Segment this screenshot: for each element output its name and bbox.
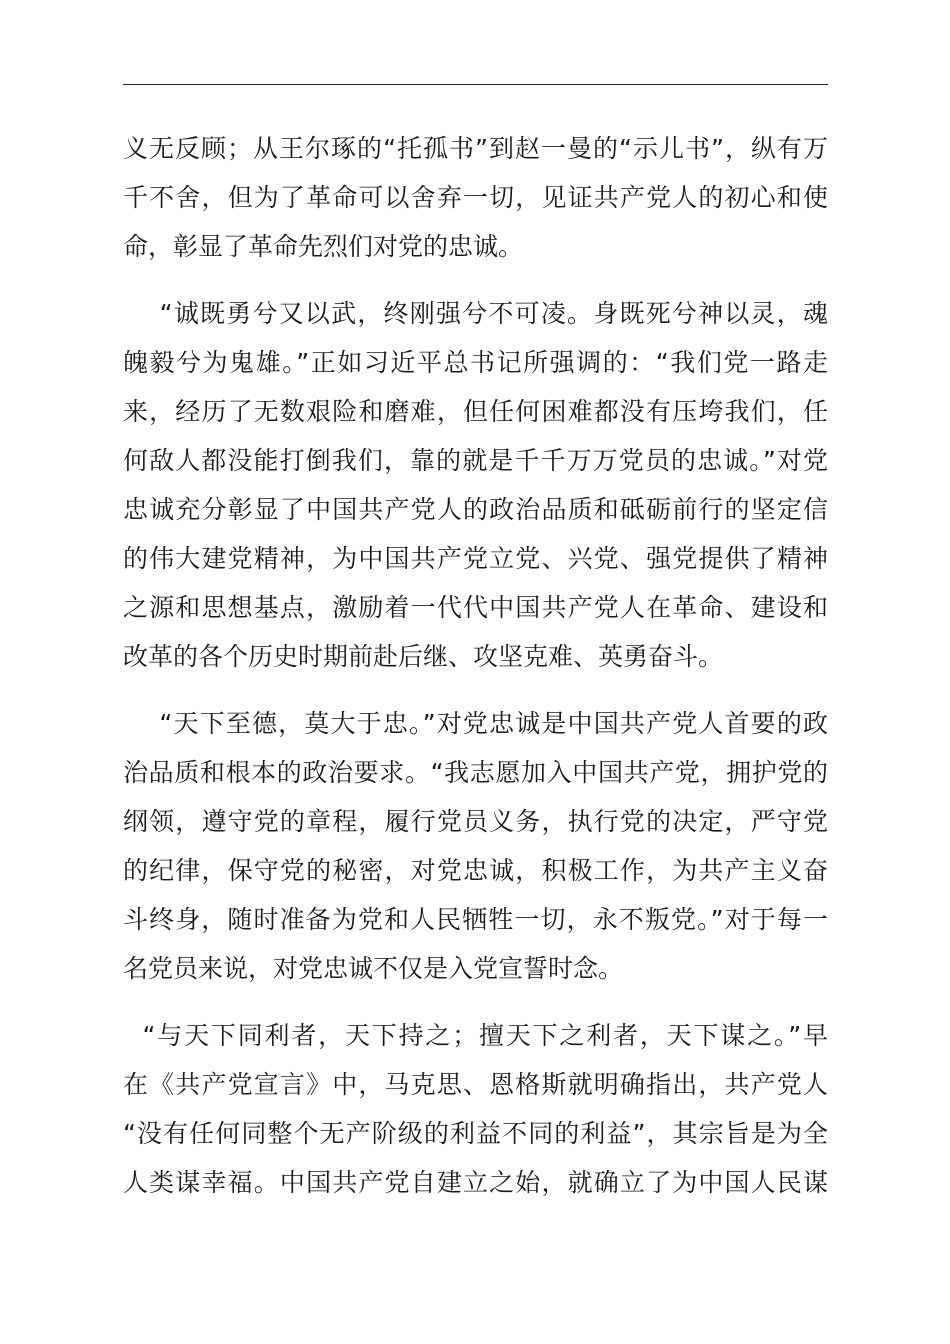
text-line: 来，经历了无数艰险和磨难，但任何困难都没有压垮我们，任 <box>123 397 828 426</box>
text-line: “与天下同利者，天下持之；擅天下之利者，天下谋之。”早 <box>123 1021 828 1050</box>
text-line: 千不舍，但为了革命可以舍弃一切，见证共产党人的初心和使 <box>123 183 828 212</box>
text-line: 的伟大建党精神，为中国共产党立党、兴党、强党提供了精神 <box>123 544 828 573</box>
paragraph-2 <box>123 289 828 681</box>
text-line: 治品质和根本的政治要求。“我志愿加入中国共产党，拥护党的 <box>123 758 828 787</box>
text-line: 斗终身，随时准备为党和人民牺牲一切，永不叛党。”对于每一 <box>123 905 828 934</box>
text-line: 改革的各个历史时期前赴后继、攻坚克难、英勇奋斗。 <box>123 642 724 671</box>
text-line: 何敌人都没能打倒我们，靠的就是千千万万党员的忠诚。”对党 <box>123 446 828 475</box>
text-line: 义无反顾；从王尔琢的“托孤书”到赵一曼的“示儿书”，纵有万 <box>123 134 828 163</box>
text-line: “天下至德，莫大于忠。”对党忠诚是中国共产党人首要的政 <box>123 709 828 738</box>
text-line: “没有任何同整个无产阶级的利益不同的利益”，其宗旨是为全 <box>123 1119 828 1148</box>
text-line: “诚既勇兮又以武，终刚强兮不可凌。身既死兮神以灵，魂 <box>123 299 828 328</box>
text-line: 之源和思想基点，激励着一代代中国共产党人在革命、建设和 <box>123 593 828 622</box>
text-line: 命，彰显了革命先烈们对党的忠诚。 <box>123 232 524 261</box>
text-line: 在《共产党宣言》中，马克思、恩格斯就明确指出，共产党人 <box>123 1070 828 1099</box>
header-rule <box>123 84 828 85</box>
text-line: 纲领，遵守党的章程，履行党员义务，执行党的决定，严守党 <box>123 807 828 836</box>
document-body <box>123 124 828 1225</box>
text-line: 忠诚充分彰显了中国共产党人的政治品质和砥砺前行的坚定信 <box>123 495 828 524</box>
text-line: 的纪律，保守党的秘密，对党忠诚，积极工作，为共产主义奋 <box>123 856 828 885</box>
paragraph-4 <box>123 1011 828 1207</box>
text-line: 魄毅兮为鬼雄。”正如习近平总书记所强调的：“我们党一路走 <box>123 348 828 377</box>
paragraph-1 <box>123 124 828 271</box>
paragraph-3 <box>123 699 828 993</box>
text-line: 人类谋幸福。中国共产党自建立之始，就确立了为中国人民谋 <box>123 1168 828 1197</box>
text-line: 名党员来说，对党忠诚不仅是入党宣誓时念。 <box>123 954 624 983</box>
